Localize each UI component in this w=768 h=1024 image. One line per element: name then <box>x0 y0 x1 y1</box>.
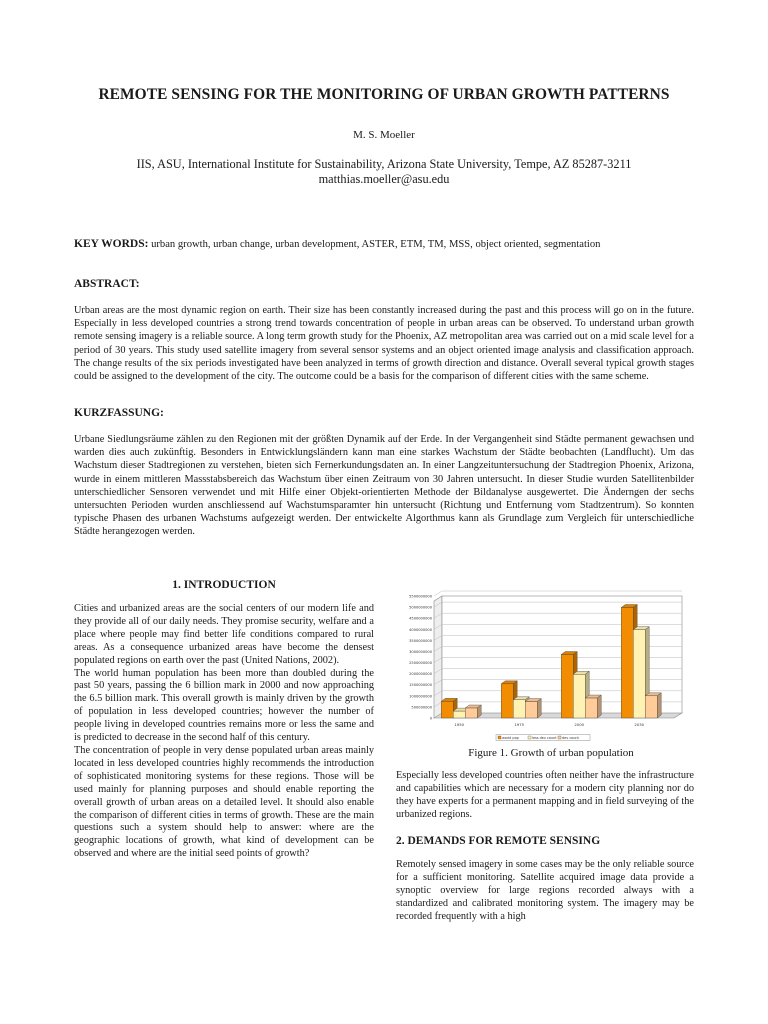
y-tick-label: 1000000000 <box>409 694 432 699</box>
section-2-heading: 2. DEMANDS FOR REMOTE SENSING <box>396 835 601 847</box>
legend-swatch <box>558 736 561 739</box>
introduction-paragraph-3: The concentration of people in very dense populated urban areas mainly located in less developed countries highly recommends the introduction of sophisticated monitoring systems for these regions. Those will be used mainly for planning purposes and should enable reporting the overall growth of urban areas on a detailed level. It should also enable the comparison of different cities in terms of growth. These are the main questions such a system should help to answer: where are the geographic locations of growth, what kind of development can be observed and where are the initial seed points of growth? <box>74 744 374 860</box>
figure-1-chart <box>396 590 694 745</box>
gridline-side <box>434 591 442 596</box>
y-tick-label: 500000000 <box>411 705 432 710</box>
y-tick-label: 3500000000 <box>409 638 432 643</box>
section-2-paragraph: Remotely sensed imagery in some cases may be the only reliable source for a sufficient monitoring. Satellite acquired image data provide a synoptic overview for large regions recorded always with a standardized and calibrated monitoring system. The imagery may be recorded frequently with a high <box>396 859 694 922</box>
legend-swatch <box>528 736 531 739</box>
bar-less-dev-count-2030 <box>633 630 645 718</box>
x-tick-label: 1975 <box>514 722 525 727</box>
right-column-paragraph-1: Especially less developed countries often neither have the infrastructure and capabilities which are necessary for a modern city planning nor do they have experts for a permanent mapping and in field surveying of the urbanized regions. <box>396 770 694 820</box>
bar-dev-count-1950 <box>465 708 477 718</box>
introduction-heading: 1. INTRODUCTION <box>172 579 276 591</box>
bar-less-dev-count-2000 <box>573 674 585 718</box>
abstract-heading: ABSTRACT: <box>74 278 140 290</box>
y-tick-label: 1500000000 <box>409 683 432 688</box>
legend-label: world pop <box>502 735 519 740</box>
legend-swatch <box>498 736 501 739</box>
y-tick-label: 5000000000 <box>409 605 432 610</box>
y-tick-label: 5500000000 <box>409 594 432 599</box>
abstract-text: Urban areas are the most dynamic region on earth. Their size has been constantly increased during the past and this process will go on in the future. Especially in less developed countries a strong trend towards concentration of people in urban areas can be observed. To understand urban growth remote sensing imagery is a reliable source. A long term growth study for the Phoenix, AZ metropolitan area was carried out on a mid scale level for a period of 30 years. This study used satellite imagery from several sensor systems and an object oriented image analysis and classification approach. The change results of the six periods investigated have been analyzed in terms of growth direction and distance. Overall several typical growth stages could be assigned to the development of the city. The outcome could be a basis for the comparison of different cities with the same scheme. <box>74 305 694 383</box>
author-email[interactable]: matthias.moeller@asu.edu <box>318 172 450 186</box>
bar-dev-count-2030 <box>645 696 657 718</box>
author-name: M. S. Moeller <box>353 129 415 141</box>
figure-1-caption: Figure 1. Growth of urban population <box>468 747 634 759</box>
x-tick-label: 1950 <box>454 722 465 727</box>
paper-title: REMOTE SENSING FOR THE MONITORING OF URBAN GROWTH PATTERNS <box>98 86 670 103</box>
bar-side <box>597 695 601 718</box>
introduction-paragraph-1: Cities and urbanized areas are the social centers of our modern life and they provide all of our daily needs. They promise security, welfare and a place where people may find better life conditions compared to rural areas. As a consequence urbanized areas have become the densest populated regions on earth over the past (United Nations, 2002). <box>74 603 374 666</box>
kurzfassung-heading: KURZFASSUNG: <box>74 407 164 419</box>
x-tick-label: 2030 <box>634 722 645 727</box>
keywords-text: urban growth, urban change, urban development, ASTER, ETM, TM, MSS, object oriented, segmentation <box>148 239 601 250</box>
population-bar-chart <box>396 590 694 745</box>
bar-dev-count-2000 <box>585 698 597 718</box>
y-tick-label: 0 <box>429 716 432 721</box>
author-affiliation: IIS, ASU, International Institute for Sustainability, Arizona State University, Tempe, AZ 85287-3211 <box>136 157 632 171</box>
chart-side-wall <box>434 596 442 718</box>
bar-side <box>657 693 661 718</box>
y-tick-label: 4500000000 <box>409 616 432 621</box>
keywords-label: KEY WORDS: <box>74 238 149 250</box>
legend-label: dev count <box>562 735 579 740</box>
bar-side <box>537 699 541 718</box>
bar-world-pop-1950 <box>441 701 453 718</box>
y-tick-label: 3000000000 <box>409 649 432 654</box>
kurzfassung-text: Urbane Siedlungsräume zählen zu den Regionen mit der größten Dynamik auf der Erde. In der Vergangenheit sind Städte permanent gewachsen und warden dies auch zukünftig. Besonders in Entwicklungsländern kann man eine starkes Wachstum der Städte beobachten (Landflucht). Um das Wachstum dieser Stadtregionen zu verstehen, bieten sich Fernerkundungsdaten an. In einer Langzeituntersuchung der Stadtregion Phoenix, Arizona, wurde in einem mittleren Massstabsbereich das Wachstum über einen Zeitraum von 30 Jahren untersucht. In dieser Studie wurden Satellitenbilder unterschiedlicher Sensoren verwendet und mit Hilfe einer Objekt-orientierten Methode der Bildanalyse ausgewertet. Die Änderngen der sechs untersuchten Perioden wurden anschliessend auf Wachstumsparamter hin untersucht (Richtung und Entfernung vom Stadtzentrum). So konnten typische Phasen des urbanen Wachstums aufgezeigt werden. Der entwickelte Algorthmus kann als Grundlage zum Vergleich für unterschiedliche Städte herangezogen werden. <box>74 434 694 538</box>
y-tick-label: 4000000000 <box>409 627 432 632</box>
bar-dev-count-1975 <box>525 702 537 718</box>
bar-less-dev-count-1975 <box>513 700 525 718</box>
legend-label: less dev count <box>532 735 557 740</box>
bar-world-pop-1975 <box>501 684 513 718</box>
y-tick-label: 2500000000 <box>409 661 432 666</box>
introduction-text <box>74 603 374 861</box>
introduction-paragraph-2: The world human population has been more than doubled during the past 50 years, passing the 6 billion mark in 2000 and now approaching the 6.5 billion mark. This overall growth is mainly driven by the growth of population in less developed countries; however the number of people living in developed countries remains more or less the same and is predicted to decrease in the second half of this century. <box>74 667 374 744</box>
bar-world-pop-2030 <box>621 608 633 718</box>
bar-less-dev-count-1950 <box>453 711 465 718</box>
bar-world-pop-2000 <box>561 655 573 718</box>
keywords <box>74 238 600 250</box>
y-tick-label: 2000000000 <box>409 672 432 677</box>
x-tick-label: 2000 <box>574 722 585 727</box>
